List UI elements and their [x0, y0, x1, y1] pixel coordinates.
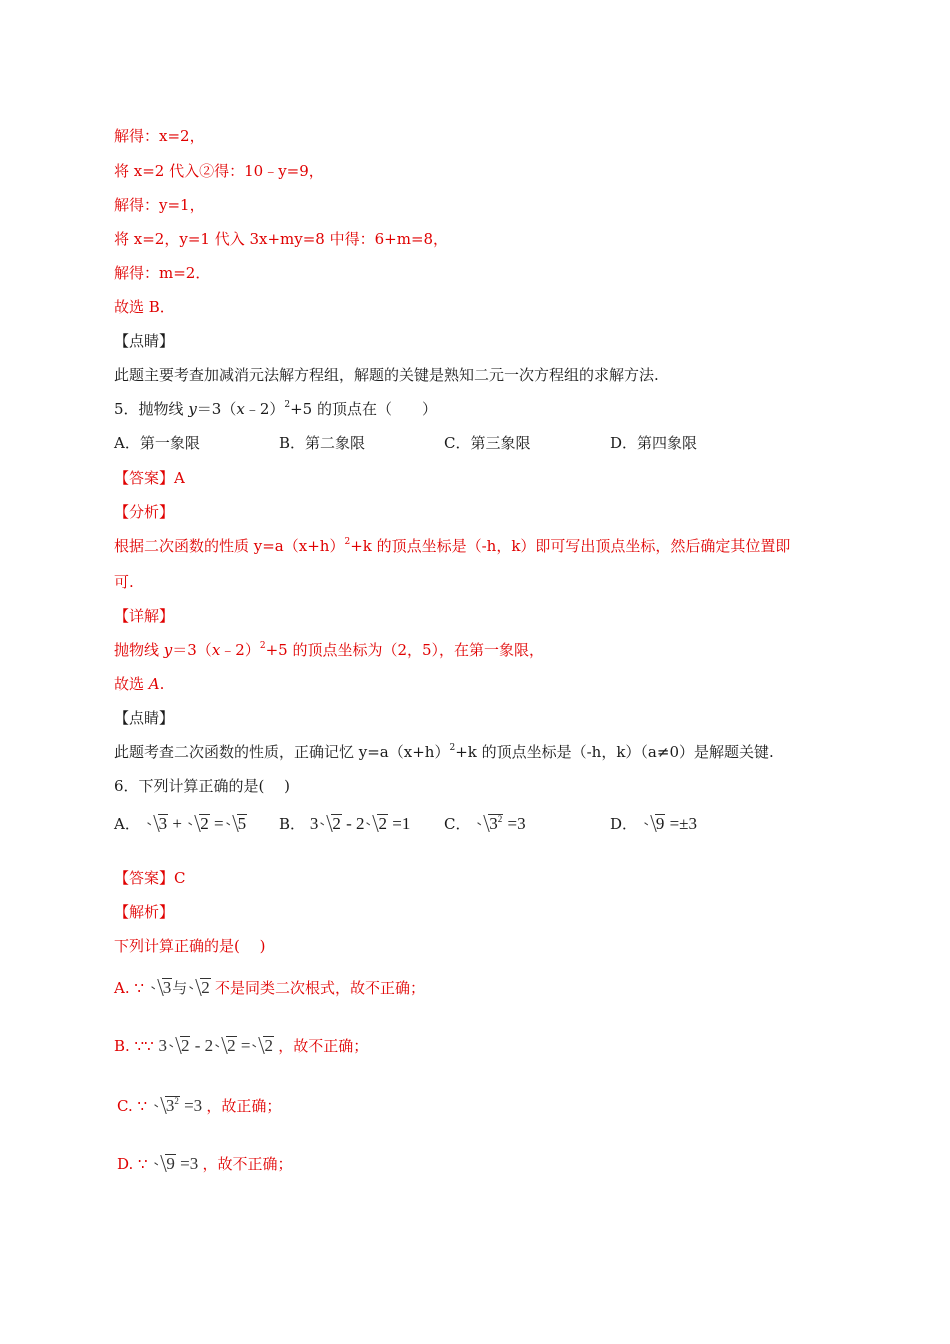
q5-option-b: B．第二象限 [279, 434, 366, 452]
q6-solution-a: A. ∵ 3与 2 不是同类二次根式，故不正确； [114, 978, 425, 997]
q6-solution-b: B. ∵∵ 3 2 - 2 2 = 2 ，故不正确； [114, 1036, 369, 1055]
section-dianjing-2: 【点睛】 [114, 709, 175, 727]
q6-option-d: D． 9 =±3 [610, 814, 697, 833]
q5-detail-line-1: 抛物线 y＝3（x﹣2）$^2$+5 的顶点坐标为（2，5），在第一象限， [114, 641, 545, 659]
q5-analysis-line-1: 根据二次函数的性质 $y=a(x+h)^2+k$ 的顶点坐标是（-h，k）即可写出顶点坐标，然后确定其位置即 [114, 537, 791, 555]
section-jiexi: 【解析】 [114, 903, 175, 921]
line-choose-b: 故选 B． [114, 298, 175, 316]
q6-option-a: A． 3 + 2 = 5 [114, 814, 247, 833]
q6-answer: 【答案】C [114, 869, 186, 887]
section-analysis: 【分析】 [114, 503, 175, 521]
q5-option-a: A．第一象限 [114, 434, 200, 452]
q5-answer: 【答案】A [114, 469, 185, 487]
line-substitute-x: 将 x=2 代入②得：10﹣y=9， [114, 162, 324, 180]
line-solve-m: 解得：m=2． [114, 264, 211, 282]
section-detail: 【详解】 [114, 607, 175, 625]
q6-option-c: C． $3^2 =3$ [444, 814, 526, 833]
q6-option-b: B． 3 2 - 2 2 =1 [279, 814, 411, 833]
q5-option-d: D．第四象限 [610, 434, 698, 452]
q5-option-c: C．第三象限 [444, 434, 531, 452]
section-dianjing: 【点睛】 [114, 332, 175, 350]
q6-solution-d: D. ∵ 9 =3 ，故不正确； [117, 1154, 293, 1173]
line-solve-x: 解得：x=2， [114, 127, 205, 145]
line-dianjing-text: 此题主要考查加减消元法解方程组，解题的关键是熟知二元一次方程组的求解方法. [114, 366, 659, 384]
line-substitute-xy: 将 x=2，y=1 代入 3x+my=8 中得：6+m=8， [114, 230, 449, 248]
q5-dianjing-text: 此题考查二次函数的性质，正确记忆 $y=a(x+h)^2+k$ 的顶点坐标是（-h，k）（a≠0）是解题关键. [114, 743, 774, 761]
q6-jiexi-line-1: 下列计算正确的是( ) [114, 937, 266, 955]
line-solve-y: 解得：y=1， [114, 196, 205, 214]
question-5: 5．抛物线 y＝3（x﹣2）$^2$+5 的顶点在（ ） [114, 400, 437, 418]
q5-detail-line-2: 故选 A. [114, 675, 165, 693]
question-6: 6．下列计算正确的是( ) [114, 777, 291, 795]
q6-solution-c: C. ∵ $3^2 =3$ ，故正确； [117, 1096, 282, 1115]
q5-analysis-line-2: 可. [114, 573, 134, 591]
sqrt-symbol: 3 [147, 814, 169, 834]
